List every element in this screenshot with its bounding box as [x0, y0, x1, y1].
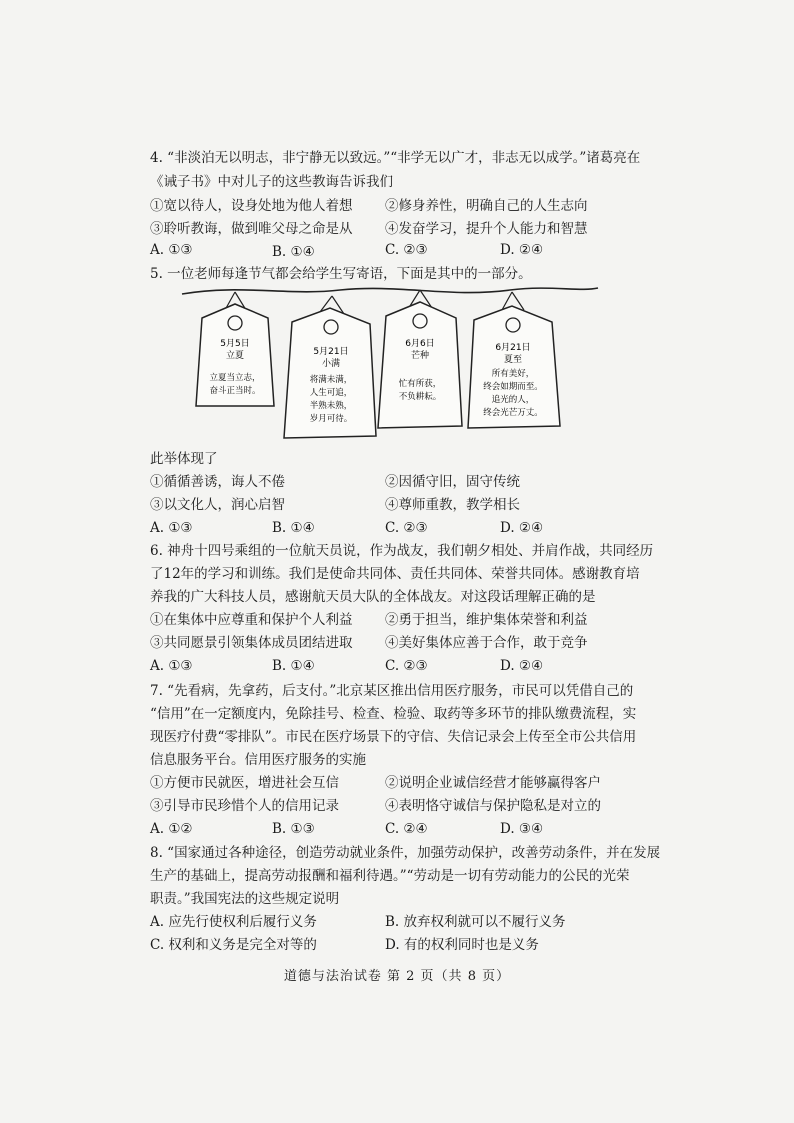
tag-mangzhong-line1: 忙有所获，: [398, 379, 442, 389]
q5-option-3: ③以文化人，润心启智: [150, 497, 285, 513]
q5-option-1: ①循循善诱，诲人不倦: [150, 474, 285, 490]
tag-xiaoman-line3: 半熟未熟，: [309, 401, 353, 411]
tag-xiaoman-line4: 岁月可待。: [309, 414, 353, 424]
q6-choice-b: B. ①④: [272, 658, 315, 674]
q4-choice-d: D. ②④: [500, 242, 544, 258]
tag-xiaoman: [284, 296, 376, 438]
page-footer: 道德与法治试卷 第 2 页（共 8 页）: [283, 969, 511, 984]
q8-choice-b: B. 放弃权利就可以不履行义务: [385, 914, 566, 930]
tag-mangzhong-term: 芒种: [410, 351, 430, 361]
q6-option-2: ②勇于担当，维护集体荣誉和利益: [385, 612, 588, 628]
tag-xiazhi-line3: 追光的人，: [491, 395, 535, 405]
tag-xiazhi-line2: 终会如期而至。: [483, 382, 543, 392]
q8-choice-a: A. 应先行使权利后履行义务: [150, 914, 317, 930]
q4-option-1: ①宽以待人，设身处地为他人着想: [150, 198, 353, 214]
q5-option-2: ②因循守旧，固守传统: [385, 474, 520, 490]
q6-option-3: ③共同愿景引领集体成员团结进取: [150, 635, 353, 651]
q6-line3: 养我的广大科技人员，感谢航天员大队的全体战友。对这段话理解正确的是: [150, 589, 596, 605]
q6-choice-c: C. ②③: [385, 658, 428, 674]
tag-lixia-line2: 奋斗正当时。: [209, 386, 261, 396]
q8-line2: 生产的基础上，提高劳动报酬和福利待遇。”“劳动是一切有劳动能力的公民的光荣: [150, 868, 630, 884]
tag-lixia-term: 立夏: [225, 351, 245, 361]
q6-choice-d: D. ②④: [500, 658, 544, 674]
q6-option-4: ④美好集体应善于合作，敢于竞争: [385, 635, 588, 651]
q7-choice-a: A. ①②: [150, 821, 193, 837]
q7-choice-d: D. ③④: [500, 821, 544, 837]
q8-line3: 职责。”我国宪法的这些规定说明: [150, 891, 340, 907]
tag-mangzhong: [378, 290, 462, 428]
q7-line1: 7. “先看病，先拿药，后支付。”北京某区推出信用医疗服务，市民可以凭借自己的: [150, 683, 634, 699]
q7-line2: “信用”在一定额度内，免除挂号、检查、检验、取药等多环节的排队缴费流程，实: [150, 706, 637, 722]
tag-xiazhi-line1: 所有美好，: [491, 369, 535, 379]
tag-xiaoman-term: 小满: [321, 359, 341, 369]
hanging-string: [182, 288, 598, 294]
q4-line2: 《诫子书》中对儿子的这些教诲告诉我们: [150, 174, 393, 190]
q5-option-4: ④尊师重教，教学相长: [385, 497, 520, 513]
q4-option-4: ④发奋学习，提升个人能力和智慧: [385, 221, 588, 237]
tag-mangzhong-date: 6月6日: [405, 339, 435, 349]
q6-line1: 6. 神舟十四号乘组的一位航天员说，作为战友，我们朝夕相处、并肩作战，共同经历: [150, 543, 654, 559]
q8-choice-d: D. 有的权利同时也是义务: [385, 937, 539, 953]
q6-choice-a: A. ①③: [150, 658, 193, 674]
tag-xiaoman-date: 5月21日: [313, 347, 349, 357]
q4-choice-b: B. ①④: [272, 244, 315, 260]
tag-mangzhong-line2: 不负耕耘。: [398, 392, 442, 402]
q5-choice-b: B. ①④: [272, 520, 315, 536]
q5-stem: 此举体现了: [150, 451, 218, 467]
q7-line4: 信息服务平台。信用医疗服务的实施: [150, 752, 366, 768]
q7-line3: 现医疗付费“零排队”。市民在医疗场景下的守信、失信记录会上传至全市公共信用: [150, 729, 637, 745]
q4-option-3: ③聆听教诲，做到唯父母之命是从: [150, 221, 353, 237]
tag-lixia-line1: 立夏当立志，: [209, 373, 261, 383]
q5-choice-d: D. ②④: [500, 520, 544, 536]
q7-choice-c: C. ②④: [385, 821, 428, 837]
q4-choice-c: C. ②③: [385, 242, 428, 258]
q7-option-1: ①方便市民就医，增进社会互信: [150, 775, 339, 791]
tag-xiazhi-line4: 终会光芒万丈。: [483, 408, 543, 418]
tag-xiazhi-term: 夏至: [503, 355, 523, 365]
tag-xiazhi-date: 6月21日: [495, 343, 531, 353]
q4-line1: 4. “非淡泊无以明志，非宁静无以致远。”“非学无以广才，非志无以成学。”诸葛亮在: [150, 150, 641, 166]
q7-option-2: ②说明企业诚信经营才能够赢得客户: [385, 775, 601, 791]
q4-choice-a: A. ①③: [150, 242, 193, 258]
tag-lixia-date: 5月5日: [220, 339, 250, 349]
q7-option-3: ③引导市民珍惜个人的信用记录: [150, 798, 339, 814]
tag-xiaoman-line2: 人生可追，: [309, 388, 353, 398]
q8-choice-c: C. 权利和义务是完全对等的: [150, 937, 317, 953]
q8-line1: 8. “国家通过各种途径，创造劳动就业条件，加强劳动保护，改善劳动条件，并在发展: [150, 845, 661, 861]
tag-xiaoman-line1: 将满未满，: [309, 375, 353, 385]
q5-line1: 5. 一位老师每逢节气都会给学生写寄语，下面是其中的一部分。: [150, 266, 532, 282]
tag-lixia: [196, 292, 274, 406]
q7-choice-b: B. ①③: [272, 821, 315, 837]
q5-choice-a: A. ①③: [150, 520, 193, 536]
q5-choice-c: C. ②③: [385, 520, 428, 536]
tag-xiazhi: [468, 292, 560, 428]
q7-option-4: ④表明恪守诚信与保护隐私是对立的: [385, 798, 601, 814]
q6-line2: 了12年的学习和训练。我们是使命共同体、责任共同体、荣誉共同体。感谢教育培: [150, 566, 640, 582]
q6-option-1: ①在集体中应尊重和保护个人利益: [150, 612, 353, 628]
q4-option-2: ②修身养性，明确自己的人生志向: [385, 198, 588, 214]
solar-term-tags-illustration: [180, 276, 600, 451]
